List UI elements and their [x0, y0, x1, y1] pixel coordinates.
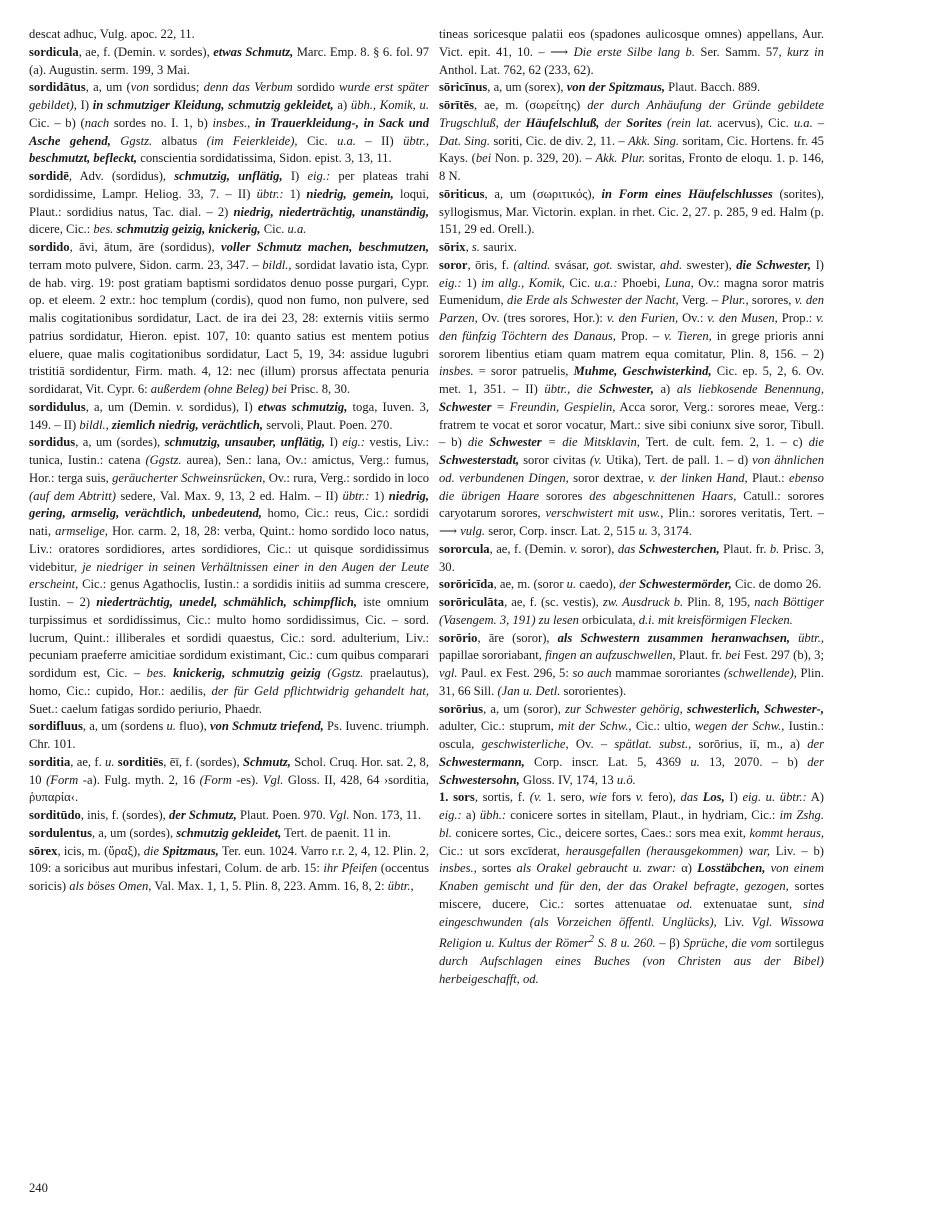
left-column [29, 26, 429, 896]
dictionary-entry: sorōrius, a, um (soror), zur Schwester gehörig, schwesterlich, Schwester-, adulter, Cic.: stuprum, mit der Schw., Cic.: ultio, wegen der Schw., Iustin.: oscula, geschwisterliche, Ov. – spätlat. subst., sorōrius, iī, m., a) der Schwestermann, Corp. inscr. Lat. 5, 4369 u. 13, 2070. – b) der Schwestersohn, Gloss. IV, 174, 13 u.ö. [439, 701, 825, 787]
dictionary-entry: sorōrio, āre (soror), als Schwestern zusammen heranwachsen, übtr., papillae sororiabant, fingen an aufzuschwellen, Plaut. fr. bei Fest. 297 (b), 3; vgl. Paul. ex Fest. 296, 5: so auch mammae sororiantes (schwellende), Plin. 31, 66 Sill. (Jan u. Detl. sororientes). [439, 630, 824, 698]
page-number: 240 [29, 1181, 48, 1195]
dictionary-entry: sordidus, a, um (sordes), schmutzig, unsauber, unflätig, I) eig.: vestis, Liv.: tunica, Iustin.: catena (Ggstz. aurea), Sen.: lana, Ov.: amictus, Verg.: fumus, Hor.: terga suis, geräucherter Schweinsrücken, Ov.: rura, Verg.: sordido in loco (auf dem Abtritt) sedere, Val. Max. 9, 13, 2 ed. Halm. – II) übtr.: 1) niedrig, gering, armselig, verächtlich, unbedeutend, homo, Cic.: reus, Cic.: sordidi nati, armselige, Hor. carm. 2, 18, 28: verba, Quint.: homo sordido loco natus, Liv.: oratores sordidiores, artes sordidiores, Cic.: ut quisque sordidissimus videbitur, je niedriger in seinen Verhältnissen einer in den Augen der Leute erscheint, Cic.: genus Agathoclis, Iustin.: a sordidis initiis ad summa crescere, Iustin. – 2) niederträchtig, unedel, schmählich, schimpflich, iste omnium turpissimus et sordidissimus, Cic.: multo homo sordidissimus, Cic. – sord. lucrum, Quint.: illiberales et sordidi quaestus, Cic.: sord. adulterium, Liv.: pecuniam praeferre amicitiae sordidum existimant, Cic.: cum quibus comparari sordidum est, Cic. – bes. knickerig, schmutzig geizig (Ggstz. praelautus), homo, Cic.: cupido, Hor.: aedilis, der für Geld pflichtwidrig gehandelt hat, Suet.: caelum fatigas sordido periurio, Phaedr. [29, 435, 430, 716]
dictionary-entry: sordido, āvi, ātum, āre (sordidus), voller Schmutz machen, beschmutzen, terram moto pulvere, Sidon. carm. 23, 347. – bildl., sordidat lavatio ista, Cypr. de hab. virg. 19: post gratiam baptismi sordidatos denuo posse purgari, Cypr. op. et eleem. 2 extr.: hoc templum (cordis), quod non fumo, non pulvere, sed malis cogitationibus sordidatur, Lact. de ira dei 23, 28: externis vitiis sermo patrius sordidatur, Hieron. epist. 107, 10: quanto satius est mentem potius eluere, quae malis cogitationibus sordidatur, Lact 5, 19, 34: assidue lugubri tristitiā sordidentur, Firm. math. 4, 12: nec (illum) prorsus affectata penuria sordidarat, Vit. Cypr. 6: außerdem (ohne Beleg) bei Prisc. 8, 30. [29, 240, 429, 396]
dictionary-entry: 1. sors, sortis, f. (v. 1. sero, wie fors v. fero), das Los, I) eig. u. übtr.: A) eig.: a) übh.: conicere sortes in sitellam, Plaut., in hydriam, Cic.: im Zshg. bl. conicere sortes, Cic., deicere sortes, Caes.: sors mea exit, kommt heraus, Cic.: ut sors excīderat, herausgefallen (herausgekommen) war, Liv. – b) insbes., sortes als Orakel gebraucht u. zwar: α) Losstäbchen, von einem Knaben gemischt und für den, der das Orakel befragte, gezogen, sortes miscere, ducere, Cic.: sortes attenuatae od. extenuatae sunt, sind eingeschwunden (als Vorzeichen öffentl. Unglücks), Liv. Vgl. Wissowa Religion u. Kultus der Römer$^2$ S. 8 u. 260. – β) Sprüche, die vom sortilegus durch Aufschlagen eines Buches (von Christen aus der Bibel) herbeigeschafft, od. [439, 790, 824, 986]
dictionary-entry: sororcula, ae, f. (Demin. v. soror), das Schwesterchen, Plaut. fr. b. Prisc. 3, 30. [439, 541, 825, 574]
dictionary-entry: sordidātus, a, um (von sordidus; denn das Verbum sordido wurde erst später gebildet), I) in schmutziger Kleidung, schmutzig gekleidet, a) übh., Komik, u. Cic. – b) (nach sordes no. I. 1, b) insbes., in Trauerkleidung-, in Sack und Asche gehend, Ggstz. albatus (im Feierkleide), Cic. u.a. – II) übtr., beschmutzt, befleckt, conscientia sordidatissima, Sidon. epist. 3, 13, 11. [29, 80, 430, 166]
dictionary-entry: sordidē, Adv. (sordidus), schmutzig, unflätig, I) eig.: per plateas trahi sordidissime, Lampr. Heliog. 33, 7. – II) übtr.: 1) niedrig, gemein, loqui, Plaut.: sordidius natus, Tac. dial. – 2) niedrig, niederträchtig, unanständig, dicere, Cic.: bes. schmutzig geizig, knickerig, Cic. u.a. [29, 169, 430, 237]
dictionary-entry: sordifluus, a, um (sordens u. fluo), von Schmutz triefend, Ps. Iuvenc. triumph. Chr. 101. [29, 719, 429, 751]
dictionary-entry: sorditūdo, inis, f. (sordes), der Schmutz, Plaut. Poen. 970. Vgl. Non. 173, 11. [29, 808, 422, 822]
dictionary-entry: sordicula, ae, f. (Demin. v. sordes), etwas Schmutz, Marc. Emp. 8. § 6. fol. 97 (a). Augustin. serm. 199, 3 Mai. [29, 44, 430, 77]
dictionary-entry: sordidulus, a, um (Demin. v. sordidus), I) etwas schmutzig, toga, Iuven. 3, 149. – II) bildl., ziemlich niedrig, verächtlich, servoli, Plaut. Poen. 270. [29, 399, 429, 432]
dictionary-entry: sōrix, s. saurix. [439, 240, 518, 254]
dictionary-entry: sorōriculāta, ae, f. (sc. vestis), zw. Ausdruck b. Plin. 8, 195, nach Böttiger (Vasengem. 3, 191) zu lesen orbiculata, d.i. mit kreisförmigen Flecken. [439, 595, 824, 627]
dictionary-entry: soror, ōris, f. (altind. svásar, got. swistar, ahd. swester), die Schwester, I) eig.: 1) im allg., Komik, Cic. u.a.: Phoebi, Luna, Ov.: magna soror matris Eumenidum, die Erde als Schwester der Nacht, Verg. – Plur., sorores, v. den Parzen, Ov. (tres sorores, Hor.): v. den Furien, Ov.: v. den Musen, Prop.: v. den fünfzig Töchtern des Danaus, Prop. – v. Tieren, in grege prioris anni sororem libentius etiam quam matrem equa comitatur, Plin. 8, 156. – 2) insbes. = soror patruelis, Muhme, Geschwisterkind, Cic. ep. 5, 2, 6. Ov. met. 1, 351. – II) übtr., die Schwester, a) als liebkosende Benennung, Schwester = Freundin, Gespielin, Acca soror, Verg.: sorores meae, Verg.: fratrem te vocat et soror vocatur, Mart.: sive sibi coniunx sive soror, Tibull. – b) die Schwester = die Mitsklavin, Tert. de cult. fem. 2, 1. – c) die Schwesterstadt, soror civitas (v. Utika), Tert. de pall. 1. – d) von ähnlichen od. verbundenen Dingen, soror dextrae, v. der linken Hand, Plaut.: ebenso die übrigen Haare sorores des abgeschnittenen Haars, Catull.: sorores caryotarum sorores, verschwistert mit usw., Plin.: sorores veritatis, Tert. – ⟶ vulg. seror, Corp. inscr. Lat. 2, 515 u. 3, 3174. [439, 257, 825, 538]
dictionary-entry: sōriticus, a, um (σωριτικός), in Form eines Häufelschlusses (sorites), syllogismus, Mar. Victorin. explan. in rhet. Cic. 2, 27. p. 285, 9 ed. Halm (p. 151, 29 ed. Orell.). [439, 186, 824, 237]
dictionary-entry: sōricīnus, a, um (sorex), von der Spitzmaus, Plaut. Bacch. 889. [439, 80, 761, 95]
dictionary-entry: sōrex, icis, m. (ὕραξ), die Spitzmaus, Ter. eun. 1024. Varro r.r. 2, 4, 12. Plin. 2, 109: a soricibus aut muribus infestari, Colum. de arb. 15: ihr Pfeifen (occentus soricis) als böses Omen, Val. Max. 1, 1, 5. Plin. 8, 223. Amm. 16, 8, 2: übtr., [29, 843, 430, 893]
dictionary-entry: sordulentus, a, um (sordes), schmutzig gekleidet, Tert. de paenit. 11 in. [29, 825, 391, 840]
dictionary-entry: tineas soricesque palatii eos (spadones aulicosque omnes) appellans, Aur. Vict. epit. 41, 10. – ⟶ Die erste Silbe lang b. Ser. Samm. 57, kurz in Anthol. Lat. 762, 62 (233, 62). [439, 27, 824, 77]
dictionary-entry: sorditia, ae, f. u. sorditiēs, ēī, f. (sordes), Schmutz, Schol. Cruq. Hor. sat. 2, 8, 10 (Form -a). Fulg. myth. 2, 16 (Form -es). Vgl. Gloss. II, 428, 64 ›sorditia, ῥυπαρία‹. [29, 754, 429, 805]
dictionary-entry: sōrītēs, ae, m. (σωρείτης) der durch Anhäufung der Gründe gebildete Trugschluß, der Häufelschluß, der Sorites (rein lat. acervus), Cic. u.a. – Dat. Sing. soriti, Cic. de div. 2, 11. – Akk. Sing. soritam, Cic. Hortens. fr. 45 Kays. (bei Non. p. 329, 20). – Akk. Plur. soritas, Fronto de eloqu. 1. p. 146, 8 N. [439, 98, 825, 183]
right-column [439, 26, 824, 989]
dictionary-entry: sorōricīda, ae, m. (soror u. caedo), der Schwestermörder, Cic. de domo 26. [439, 577, 822, 592]
dictionary-entry: descat adhuc, Vulg. apoc. 22, 11. [29, 27, 195, 41]
